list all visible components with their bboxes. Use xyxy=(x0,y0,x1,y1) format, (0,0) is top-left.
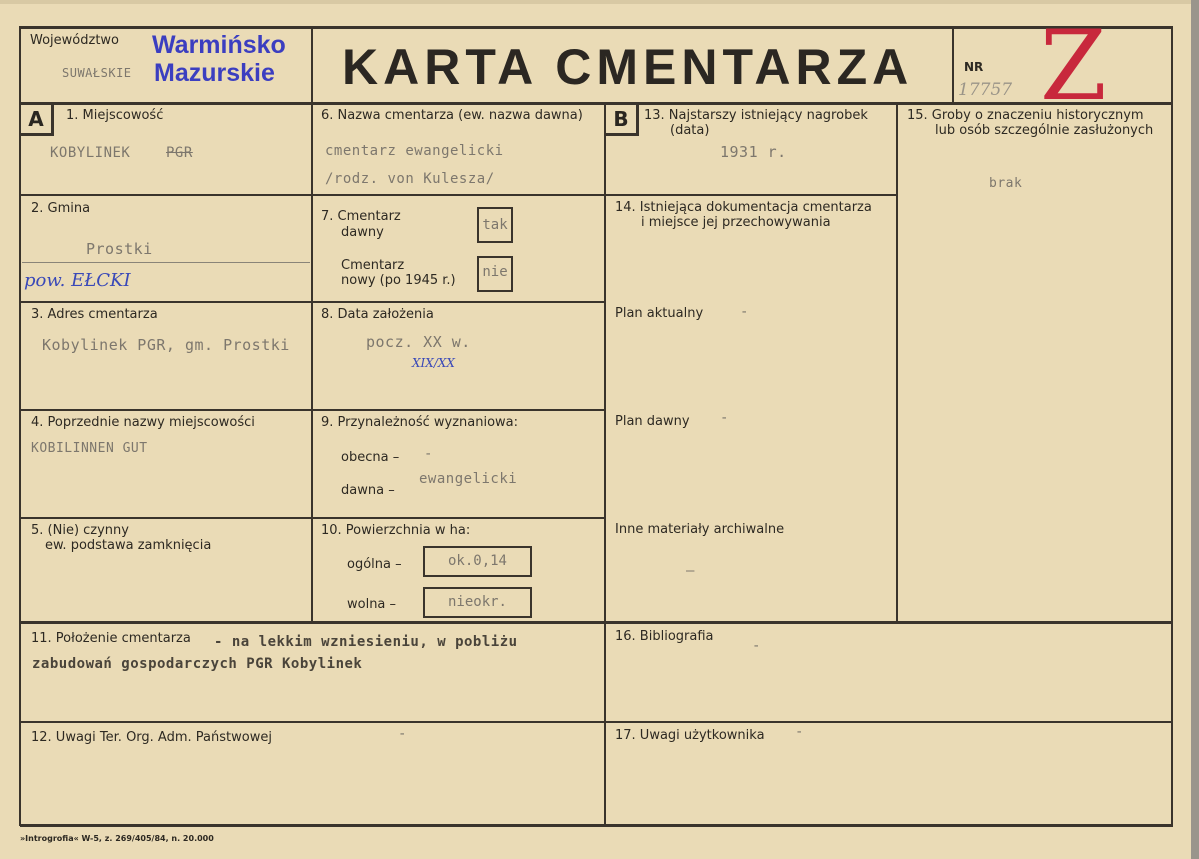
field-11-value-line2: zabudowań gospodarczych PGR Kobylinek xyxy=(32,656,363,672)
field-10-wolna-label: wolna – xyxy=(347,597,397,612)
field-6-value-line2: /rodz. von Kulesza/ xyxy=(325,171,495,187)
field-10-label: 10. Powierzchnia w ha: xyxy=(321,523,471,538)
field-7-dawny-label: dawny xyxy=(341,225,384,240)
field-10-ogolna-box xyxy=(423,546,532,577)
field-10-wolna-box xyxy=(423,587,532,618)
nr-label: NR xyxy=(964,60,984,74)
section-b-marker: B xyxy=(606,105,639,136)
wojewodztwo-stamp-line2: Mazurskie xyxy=(154,59,275,87)
wojewodztwo-typed-value: SUWAŁSKIE xyxy=(62,66,132,80)
field-11-label: 11. Położenie cmentarza xyxy=(31,631,191,646)
field-4-label: 4. Poprzednie nazwy miejscowości xyxy=(31,415,255,430)
field-16-value: - xyxy=(752,638,761,654)
field-7-nowy-sublabel: nowy (po 1945 r.) xyxy=(341,273,456,288)
field-9-dawna-label: dawna – xyxy=(341,483,395,498)
field-8-handwritten: XIX/XX xyxy=(412,356,455,370)
field-5-sublabel: ew. podstawa zamknięcia xyxy=(45,538,212,553)
scan-edge xyxy=(1191,0,1199,859)
printer-imprint: »Introgrofia« W-5, z. 269/405/84, n. 20.000 xyxy=(20,834,214,843)
field-9-label: 9. Przynależność wyznaniowa: xyxy=(321,415,519,430)
field-1-struck-value: PGR xyxy=(166,145,193,161)
plan-aktualny-value: - xyxy=(740,304,749,320)
field-3-label: 3. Adres cmentarza xyxy=(31,307,158,322)
field-17-value: - xyxy=(795,724,804,740)
plan-dawny-value: - xyxy=(720,410,729,426)
field-8-label: 8. Data założenia xyxy=(321,307,434,322)
field-1-label: 1. Miejscowość xyxy=(66,108,164,123)
field-14-label: 14. Istniejąca dokumentacja cmentarza xyxy=(615,200,872,215)
field-15-value: brak xyxy=(989,176,1023,191)
field-15-label: 15. Groby o znaczeniu historycznym xyxy=(907,108,1144,123)
field-4-value: KOBILINNEN GUT xyxy=(31,441,148,456)
red-z-mark: Z xyxy=(1040,10,1107,122)
field-16-label: 16. Bibliografia xyxy=(615,629,714,644)
field-1-value: KOBYLINEK xyxy=(50,145,131,161)
wojewodztwo-label: Województwo xyxy=(30,33,120,48)
field-14-sublabel: i miejsce jej przechowywania xyxy=(641,215,831,230)
field-3-value: Kobylinek PGR, gm. Prostki xyxy=(42,336,290,354)
field-7-nowy-label: Cmentarz xyxy=(341,258,405,273)
field-7-nowy-box xyxy=(477,256,513,292)
field-6-label: 6. Nazwa cmentarza (ew. nazwa dawna) xyxy=(321,108,583,123)
field-7-nowy-value: nie xyxy=(482,264,508,280)
plan-aktualny-label: Plan aktualny xyxy=(615,306,704,321)
field-10-ogolna-value: ok.0,14 xyxy=(447,553,507,569)
field-10-wolna-value: nieokr. xyxy=(447,594,507,610)
field-13-label: 13. Najstarszy istniejący nagrobek xyxy=(644,108,868,123)
plan-dawny-label: Plan dawny xyxy=(615,414,690,429)
field-12-value: - xyxy=(398,726,407,742)
nr-handwritten: 17757 xyxy=(958,80,1013,100)
field-13-value: 1931 r. xyxy=(720,143,787,161)
field-12-label: 12. Uwagi Ter. Org. Adm. Państwowej xyxy=(31,730,272,745)
field-10-ogolna-label: ogólna – xyxy=(347,557,402,572)
field-2-handwritten: pow. EŁCKI xyxy=(24,270,131,291)
field-6-value-line1: cmentarz ewangelicki xyxy=(325,143,504,159)
field-7-dawny-value: tak xyxy=(482,217,508,233)
paper-edge xyxy=(0,0,1199,4)
field-13-sublabel: (data) xyxy=(670,123,710,138)
field-9-obecna-value: - xyxy=(424,446,433,462)
field-2-label: 2. Gmina xyxy=(31,201,91,216)
field-17-label: 17. Uwagi użytkownika xyxy=(615,728,765,743)
field-9-obecna-label: obecna – xyxy=(341,450,400,465)
field-9-dawna-value: ewangelicki xyxy=(419,471,518,487)
field-15-sublabel: lub osób szczególnie zasłużonych xyxy=(935,123,1154,138)
wojewodztwo-stamp-line1: Warmińsko xyxy=(152,31,286,59)
field-5-label: 5. (Nie) czynny xyxy=(31,523,129,538)
field-7-dawny-box xyxy=(477,207,513,243)
field-2-value: Prostki xyxy=(86,240,153,258)
page-title: KARTA CMENTARZA xyxy=(342,39,914,95)
section-a-marker: A xyxy=(21,105,54,136)
inne-materialy-value: — xyxy=(686,563,695,579)
inne-materialy-label: Inne materiały archiwalne xyxy=(615,522,785,537)
field-7-label: 7. Cmentarz xyxy=(321,209,401,224)
field-8-value: pocz. XX w. xyxy=(366,333,471,351)
field-11-value-line1: - na lekkim wzniesieniu, w pobliżu xyxy=(214,634,518,650)
